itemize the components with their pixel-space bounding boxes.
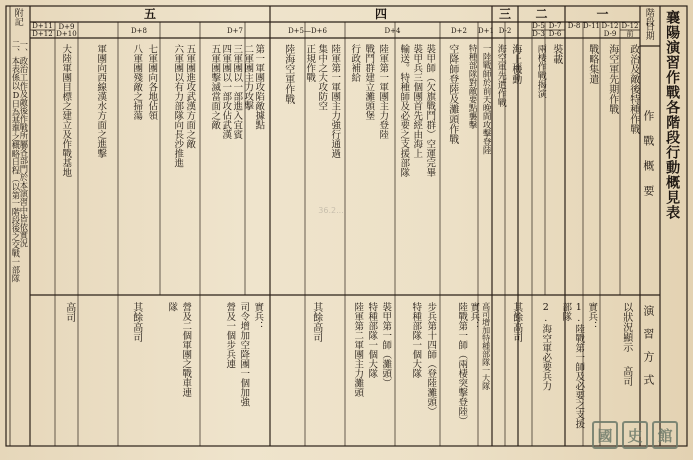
- outline-c9-3: 輸送。特種師及必要之支援部隊: [398, 44, 410, 177]
- outline-c4: 兩棲作戰揭演: [535, 44, 546, 98]
- stamp-char-3: 館: [652, 421, 678, 449]
- outline-c12: 陸海空軍作戰: [282, 44, 294, 104]
- phase-2: 二: [535, 7, 548, 21]
- method-c3: 其餘高司: [510, 302, 522, 342]
- date-d9: D-9: [603, 30, 617, 38]
- outline-c2: 戰略集遣: [586, 44, 598, 84]
- date-d8: D-8: [567, 22, 581, 30]
- outline-c14-2: 六軍團以有力部隊向長沙推進: [172, 44, 184, 168]
- phase-3: 三: [498, 7, 511, 21]
- appendix-note-1: 一、政治工作及敵後作戰所屬各部門於本演習中皆依實況: [18, 40, 29, 248]
- outline-c14-3: 七軍團向各地佔領: [146, 44, 158, 120]
- outline-c1-2: 海空軍先期作戰: [606, 44, 618, 114]
- outline-c1-1: 政治及敵後特種作戰: [627, 44, 639, 134]
- phase-1: 一: [596, 7, 609, 21]
- method-c2-1: 實兵：: [586, 302, 598, 331]
- outline-c5: 海上機動: [509, 44, 521, 84]
- outline-c16: 大陸軍團目標之建立及作戰基地: [60, 44, 72, 177]
- document-title: 襄陽演習作戰各階段行動概見表: [664, 10, 681, 220]
- watermark: 36.2...: [318, 206, 344, 215]
- method-c9-1: 步兵第十四師（登陸灘頭）: [425, 302, 437, 416]
- outline-c6: 海空軍先遣作戰: [495, 44, 506, 107]
- method-c13-1: 營及二個軍團之戰車連: [180, 302, 192, 397]
- date-d7p: D+7: [227, 27, 243, 35]
- stamp-char-1: 國: [592, 421, 618, 449]
- method-c2-3: 部隊: [560, 302, 572, 321]
- outline-c11-2: 集中之大攻防空: [316, 44, 328, 111]
- outline-c13-4: 四軍團以一部攻佔武漢: [220, 44, 232, 139]
- stamp-char-2: 史: [622, 421, 648, 449]
- date-d2: D-2: [498, 27, 512, 35]
- method-c10-2: 特種部隊一個大隊: [366, 302, 378, 378]
- appendix-label: 附記: [12, 8, 23, 26]
- method-c12-1: 實兵：: [252, 302, 264, 331]
- method-c10-1: 裝甲第一師（灘頭）: [380, 302, 392, 388]
- outline-c9-1: 裝甲師（欠旗戰鬥群）空運完畢: [424, 44, 436, 177]
- phase-4: 四: [374, 7, 387, 21]
- method-c2-4: 2.海空軍必要兵力: [540, 302, 552, 391]
- method-c9-2: 特種部隊一個大隊: [410, 302, 422, 378]
- header-outline-label: 作戰概要: [641, 110, 655, 210]
- method-c16: 高司: [63, 302, 75, 322]
- outline-c7-1: 一陸戰師於前天晚間攻擊登陸: [481, 44, 492, 155]
- appendix-note-2: 二、本表係以D日為基準之概略日程（以第一階段後之交戰一部隊: [10, 40, 21, 283]
- date-d12p: D+12: [32, 30, 53, 38]
- outline-c10-3: 行政補給: [349, 44, 361, 82]
- date-d3: D-3: [532, 30, 545, 38]
- method-c1-1: 以狀況顯示: [620, 302, 632, 352]
- date-d10: D+10: [56, 30, 77, 38]
- outline-c3: 裝載: [550, 44, 562, 64]
- date-d12b: D-12: [601, 22, 619, 30]
- outline-c15: 軍團向西線漢水方面之進擊: [95, 44, 107, 158]
- outline-c8: 空降師登陸及灘頭作戰: [446, 44, 458, 144]
- date-d1p: D+1: [478, 27, 494, 35]
- method-c1-2: 高司: [620, 366, 632, 386]
- outline-c13-5: 五軍團擊滅當面之敵: [209, 44, 221, 130]
- outline-c10-2: 戰鬥群建立灘頭堡: [363, 44, 375, 120]
- date-d8p: D+8: [131, 27, 147, 35]
- outline-c14-4: 八軍團殘敵之掃蕩: [131, 44, 143, 120]
- method-c14: 其餘高司: [130, 302, 142, 342]
- method-c2-2: 1.陸戰第一師及必要之支援: [573, 302, 585, 429]
- phase-5: 五: [143, 7, 156, 21]
- method-c8: 高司增加特種部隊一大隊: [481, 302, 491, 390]
- date-d7: D-7: [548, 22, 562, 30]
- method-c12-2: 司令增加空降團一個加強: [238, 302, 250, 407]
- method-c12-3: 營及一個步兵連: [224, 302, 236, 369]
- header-date-label: 日期: [643, 22, 654, 40]
- date-d12: D-12: [621, 22, 639, 30]
- date-d9p: D+9: [58, 23, 75, 31]
- date-d11: D-11: [583, 22, 601, 30]
- outline-c13-1: 第一軍團攻陷敵據點: [253, 44, 265, 130]
- header-phase-label: 階段: [643, 8, 654, 26]
- outline-c10-1: 陸軍第一軍團主力登陸: [377, 44, 389, 139]
- method-c10-3: 陸軍第二軍團主力灘頭: [352, 302, 364, 397]
- date-d5p6: D+5—D+6: [288, 27, 327, 35]
- method-c13-2: 隊: [166, 302, 178, 312]
- date-d5: D-5: [532, 22, 545, 30]
- date-d6: D-6: [548, 30, 562, 38]
- outline-c9-2: 裝甲兵三個團首先經由海上: [411, 44, 423, 158]
- outline-c14-1: 五軍團進攻武漢方面之敵: [184, 44, 196, 149]
- method-c7-2: 陸戰第一師（兩棲突擊登陸）: [456, 302, 468, 426]
- header-method-label: 演習方式: [641, 305, 655, 397]
- date-d12-front: 前: [626, 30, 634, 38]
- date-d2p: D+2: [451, 27, 467, 35]
- outline-c13-2: 二軍團主力攻擊: [242, 44, 254, 111]
- method-c11: 其餘高司: [310, 302, 322, 342]
- outline-c11-1: 陸軍第一軍團主力強行通過: [329, 44, 341, 158]
- method-c7-1: 實兵：: [468, 302, 480, 331]
- archive-stamp: [585, 418, 685, 452]
- outline-c11-3: 正規作戰: [304, 44, 316, 82]
- outline-c7-2: 特種部隊對敵要點襲擊: [467, 44, 478, 129]
- date-d11p: D+11: [32, 22, 53, 30]
- date-d4: D+4: [384, 27, 401, 35]
- outline-c13-3: 三軍團以一部進入宜賓: [231, 44, 243, 139]
- outer-border: [6, 6, 687, 446]
